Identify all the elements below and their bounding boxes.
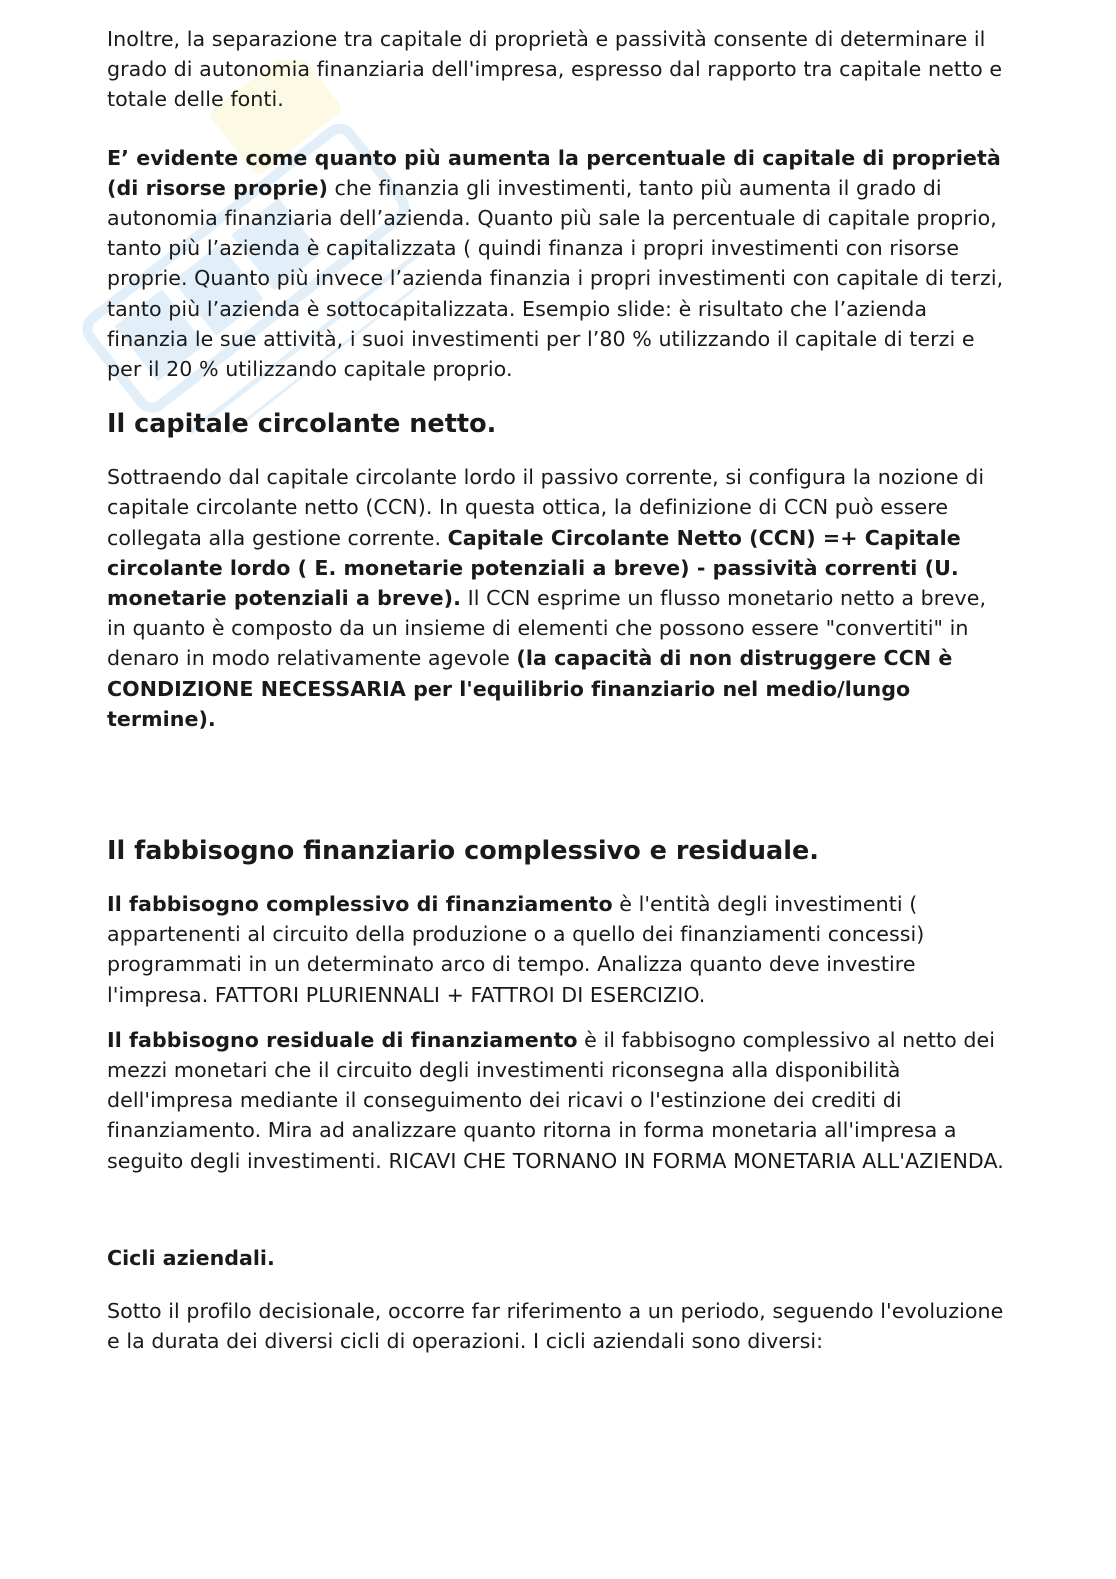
paragraph-intro (107, 24, 1007, 115)
paragraph-ccn (107, 462, 1007, 734)
fabbisogno-complessivo-text: è l'entità degli investimenti ( appartenenti al circuito della produzione o a quello dei finanziamenti concessi) programmati in un determinato arco di tempo. Analizza quanto deve investire l'impresa. FATTORI PLURIENNALI + FATTROI DI ESERCIZIO. (107, 892, 925, 1007)
heading-cicli: Cicli aziendali. (107, 1245, 275, 1270)
ccn-bold-1: Capitale Circolante Netto (CCN) =+ Capitale circolante lordo ( E. monetarie potenziali a breve) - passività correnti (U. monetarie potenziali a breve). (107, 525, 961, 611)
ccn-text-2: Il CCN esprime un flusso monetario netto a breve, in quanto è composto da un insieme di elementi che possono essere "convertiti" in denaro in modo relativamente agevole (107, 586, 987, 671)
document-page (107, 24, 1007, 1356)
fabbisogno-complessivo-bold: Il fabbisogno complessivo di finanziamento (107, 892, 613, 917)
autonomy-text: che finanzia gli investimenti, tanto più aumenta il grado di autonomia finanziaria dell’azienda. Quanto più sale la percentuale di capitale proprio, tanto più l’azienda è capitalizzata ( quindi finanza i propri investimenti con risorse proprie. Quanto più invece l’azienda finanzia i propri investimenti con capitale di terzi, tanto più l’azienda è sottocapitalizzata. Esempio slide: è risultato che l’azienda finanzia le sue attività, i suoi investimenti per l’80 % utilizzando il capitale di terzi e per il 20 % utilizzando capitale proprio. (107, 175, 1004, 382)
heading-fabbisogno: Il fabbisogno finanziario complessivo e residuale. (107, 836, 819, 867)
ccn-text-1: Sottraendo dal capitale circolante lordo il passivo corrente, si configura la nozione di capitale circolante netto (CCN). In questa ottica, la definizione di CCN può essere collegata alla gestione corrente. (107, 465, 985, 550)
ccn-bold-2: (la capacità di non distruggere CCN è CONDIZIONE NECESSARIA per l'equilibrio finanziario nel medio/lungo termine). (107, 646, 953, 731)
cicli-text: Sotto il profilo decisionale, occorre far riferimento a un periodo, seguendo l'evoluzione e la durata dei diversi cicli di operazioni. I cicli aziendali sono diversi: (107, 1298, 1004, 1354)
fabbisogno-residuale-bold: Il fabbisogno residuale di finanziamento (107, 1027, 578, 1052)
intro-text: Inoltre, la separazione tra capitale di proprietà e passività consente di determinare il grado di autonomia finanziaria dell'impresa, espresso dal rapporto tra capitale netto e totale delle fonti. (107, 27, 1003, 112)
paragraph-autonomy (107, 143, 1007, 385)
heading-ccn: Il capitale circolante netto. (107, 409, 497, 440)
paragraph-cicli (107, 1296, 1007, 1356)
paragraph-fabbisogno-residuale (107, 1025, 1007, 1176)
paragraph-fabbisogno-complessivo (107, 889, 1007, 1010)
fabbisogno-residuale-text: è il fabbisogno complessivo al netto dei mezzi monetari che il circuito degli investimenti riconsegna alla disponibilità dell'impresa mediante il conseguimento dei ricavi o l'estinzione dei crediti di finanziamento. Mira ad analizzare quanto ritorna in forma monetaria all'impresa a seguito degli investimenti. RICAVI CHE TORNANO IN FORMA MONETARIA ALL'AZIENDA. (107, 1027, 1004, 1173)
autonomy-bold: E’ evidente come quanto più aumenta la percentuale di capitale di proprietà (di risorse proprie) (107, 145, 1001, 200)
